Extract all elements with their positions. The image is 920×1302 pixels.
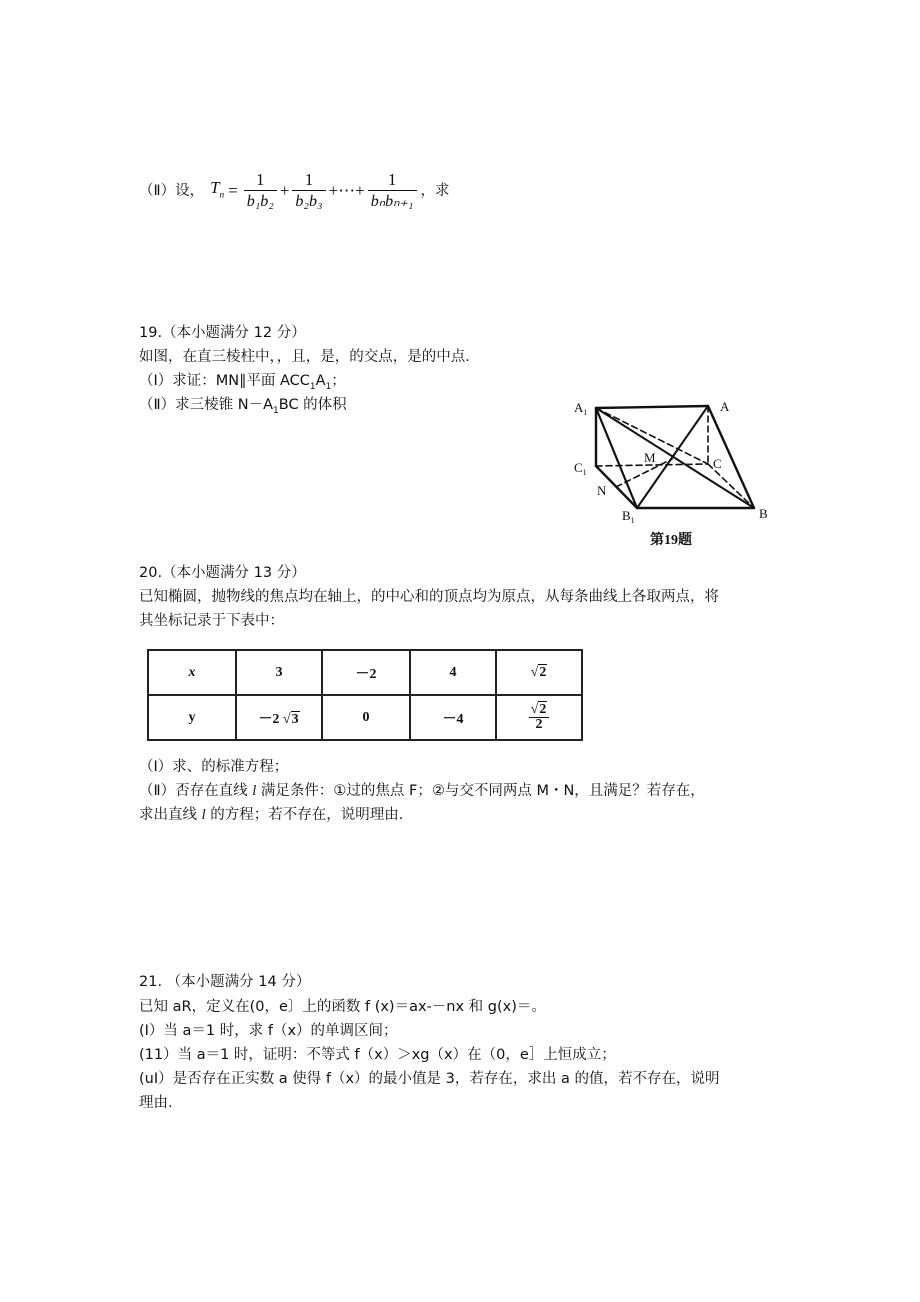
prism-figure — [562, 392, 802, 552]
q21-part3-line2: 理由. — [139, 1095, 173, 1111]
label-M: M — [644, 450, 656, 465]
q18-fraction-1: $\frac{1}{\text{b₁b₂}}$ — [244, 170, 277, 213]
q20-part2-line2: 求出直线 l 的方程；若不存在，说明理由. — [139, 807, 404, 823]
table-cell: 3 — [236, 650, 322, 695]
table-cell: －4 — [410, 695, 496, 740]
table-row-x — [148, 650, 582, 695]
q20-stem-line2: 其坐标记录于下表中： — [139, 613, 284, 629]
label-B1: $B_1$ — [622, 508, 635, 525]
q21-part2: (11）当 a＝1 时，证明：不等式 f（x）＞xg（x）在（0，e］上恒成立； — [139, 1047, 616, 1063]
q21-stem: 已知 aR，定义在(0，e〕上的函数 f (x)＝ax-－nx 和 g(x)＝。 — [139, 999, 546, 1015]
q19-stem: 如图，在直三棱柱中，，且，是，的交点，是的中点. — [139, 349, 470, 365]
table-head-y: y — [148, 695, 236, 740]
label-N: N — [597, 483, 607, 498]
q18-fraction-n: $\frac{1}{\text{bₙbₙ₊₁}}$ — [368, 170, 417, 213]
q18-part2-label: （Ⅱ）设， — [139, 183, 205, 199]
table-cell: √2 — [496, 650, 582, 695]
table-cell: －2 — [322, 650, 410, 695]
q19-header: 19.（本小题满分 12 分） — [139, 325, 306, 341]
q18-part2 — [139, 166, 450, 216]
q19-part1: （Ⅰ）求证：MN∥平面 $ACC_1A_1$； — [139, 373, 346, 392]
table-cell: 4 — [410, 650, 496, 695]
label-C1: $C_1$ — [574, 460, 587, 477]
table-cell: 0 — [322, 695, 410, 740]
table-row-y — [148, 695, 582, 740]
q18-T: $T_n$ — [210, 177, 225, 200]
q18-ask: ，求 — [420, 183, 450, 199]
q20-part1: （Ⅰ）求、的标准方程； — [139, 759, 289, 775]
coordinates-table — [147, 649, 583, 741]
label-A: A — [720, 399, 730, 414]
label-B: B — [759, 506, 768, 521]
table-head-x: x — [148, 650, 236, 695]
table-cell: －2 √3 — [236, 695, 322, 740]
label-C: C — [713, 456, 722, 471]
q20-stem-line1: 已知椭圆，抛物线的焦点均在轴上，的中心和的顶点均为原点，从每条曲线上各取两点，将 — [139, 589, 719, 605]
q19-part2: （Ⅱ）求三棱锥 $N-A_1BC$ 的体积 — [139, 397, 347, 416]
q18-plus: + — [279, 181, 290, 200]
table-cell: $\frac{√2}{2}$ — [496, 695, 582, 740]
figure-caption: 第19题 — [650, 533, 692, 548]
q21-header: 21. （本小题满分 14 分） — [139, 974, 311, 990]
label-A1: $A_1$ — [574, 400, 588, 417]
q21-part3-line1: (uI）是否存在正实数 a 使得 f（x）的最小值是 3，若存在，求出 a 的值，若不存在，说明 — [139, 1071, 720, 1087]
q21-part1: (I）当 a＝1 时，求 f（x）的单调区间； — [139, 1023, 398, 1039]
q20-header: 20.（本小题满分 13 分） — [139, 565, 306, 581]
q18-fraction-2: $\frac{1}{\text{b₂b₃}}$ — [292, 170, 325, 213]
q20-part2-line1: （Ⅱ）否存在直线 l 满足条件：①过的焦点 F；②与交不同两点 M・N，且满足？若存在， — [139, 783, 705, 799]
q18-dots: +⋯+ — [328, 181, 365, 200]
q18-equals: = — [228, 181, 238, 200]
